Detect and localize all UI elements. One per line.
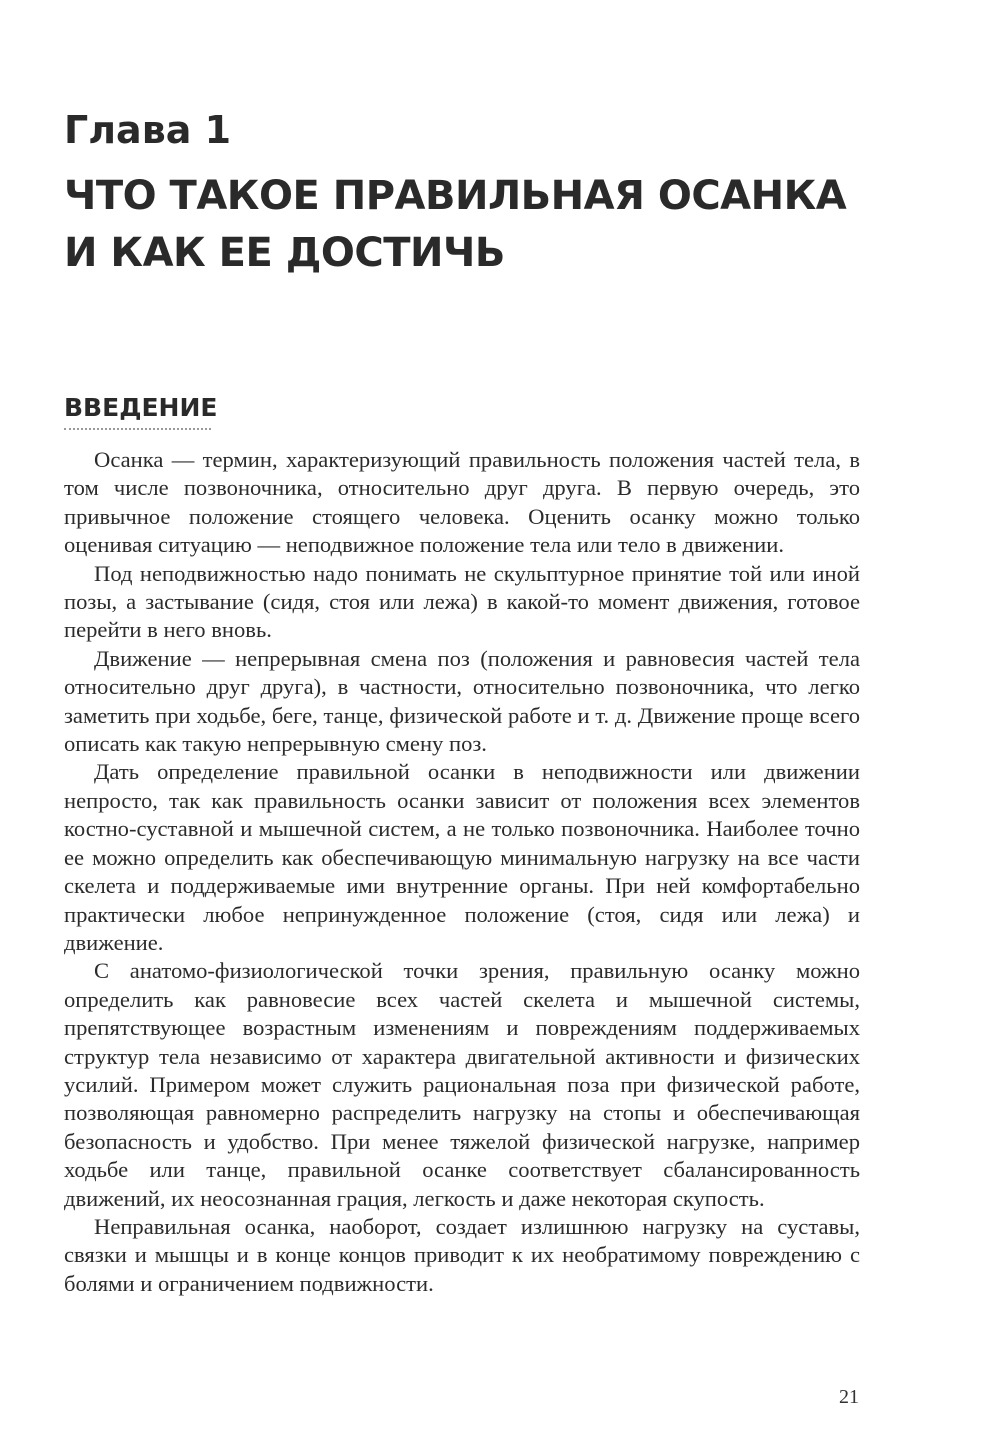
paragraph-3: Движение — непрерывная смена поз (положения и равновесия частей тела относительно друг друга), в частности, относительно позвоночника, что легко заметить при ходьбе, беге, танце, физической работе и т. д. Движение проще всего описать как такую непрерывную смену поз. xyxy=(64,645,860,757)
body-text xyxy=(64,446,860,1298)
paragraph-4: Дать определение правильной осанки в неподвижности или движении непросто, так как правильность осанки зависит от положения всех элементов костно-суставной и мышечной систем, а не только позвоночника. Наиболее точно ее можно определить как обеспечивающую минимальную нагрузку на все части скелета и поддерживаемые ими внутренние органы. При ней комфортабельно практически любое непринужденное положение (стоя, сидя или лежа) и движение. xyxy=(64,759,860,955)
section-heading-underline xyxy=(64,428,211,430)
chapter-title-line-1: ЧТО ТАКОЕ ПРАВИЛЬНАЯ ОСАНКА xyxy=(64,173,847,219)
chapter-title xyxy=(64,168,944,282)
paragraph-6: Неправильная осанка, наоборот, создает излишнюю нагрузку на суставы, связки и мышцы и в конце концов приводит к их необратимому повреждению с болями и ограничением подвижности. xyxy=(64,1213,860,1296)
section-heading: ВВЕДЕНИЕ xyxy=(64,393,218,422)
chapter-title-line-2: И КАК ЕЕ ДОСТИЧЬ xyxy=(64,229,505,276)
paragraph-2: Под неподвижностью надо понимать не скульптурное принятие той или иной позы, а застывание (сидя, стоя или лежа) в какой-то момент движения, готовое перейти в него вновь. xyxy=(64,560,860,643)
chapter-label: Глава 1 xyxy=(64,108,232,152)
paragraph-5: С анатомо-физиологической точки зрения, правильную осанку можно определить как равновесие всех частей скелета и мышечной системы, препятствующее возрастным изменениям и повреждениям поддерживаемых структур тела независимо от характера двигательной активности и физических усилий. Примером может служить рациональная поза при физической работе, позволяющая равномерно распределить нагрузку на стопы и обеспечивающая безопасность и удобство. При менее тяжелой физической нагрузке, например ходьбе или танце, правильной осанке соответствует сбалансированность движений, их неосознанная грация, легкость и даже некоторая скупость. xyxy=(64,958,860,1211)
page-number: 21 xyxy=(839,1386,859,1408)
paragraph-1: Осанка — термин, характеризующий правильность положения частей тела, в том числе позвоночника, относительно друг друга. В первую очередь, это привычное положение стоящего человека. Оценить осанку можно только оценивая ситуацию — неподвижное положение тела или тело в движении. xyxy=(64,447,860,558)
